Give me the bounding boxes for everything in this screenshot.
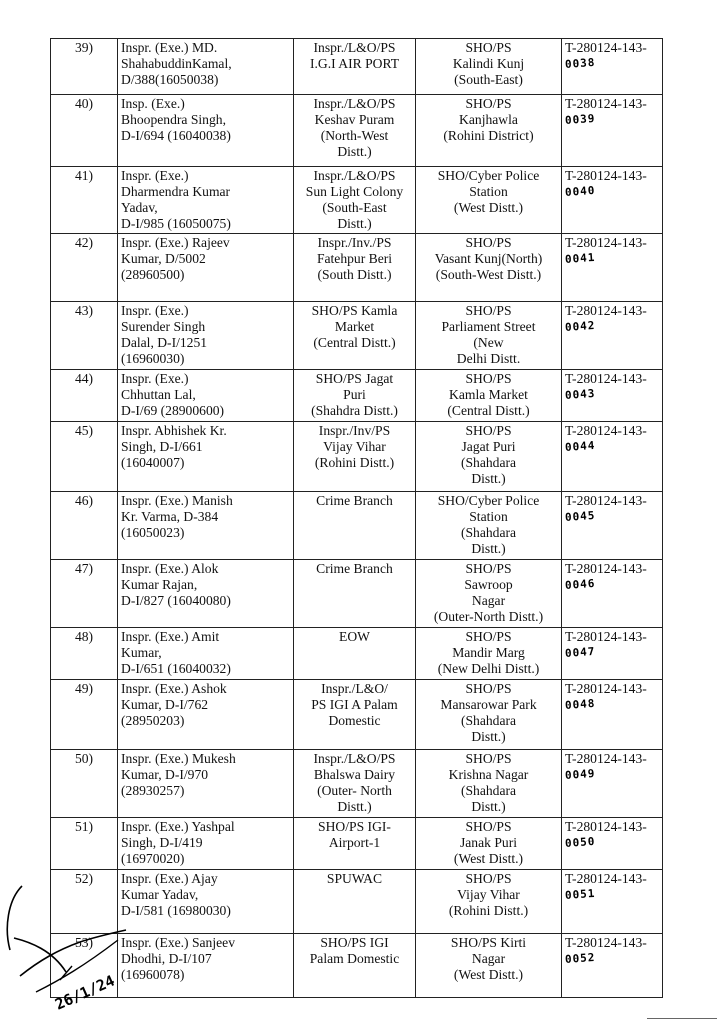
new-posting-line: SHO/PS <box>465 819 512 834</box>
new-posting-cell <box>416 870 562 934</box>
officer-name-cell <box>118 167 294 234</box>
order-number-handwritten: 0041 <box>564 250 596 266</box>
order-number-prefix: T-280124-143- <box>565 423 647 438</box>
present-posting-line: Domestic <box>328 713 381 728</box>
table-row <box>51 95 663 167</box>
order-number-prefix: T-280124-143- <box>565 629 647 644</box>
new-posting-line: (New <box>473 335 504 350</box>
officer-name-line: Inspr. (Exe.) <box>121 371 189 386</box>
order-number-prefix: T-280124-143- <box>565 168 647 183</box>
officer-name-line: Kumar, <box>121 645 162 660</box>
serial-number-cell <box>51 680 118 750</box>
new-posting-line: SHO/PS Kirti <box>450 935 527 950</box>
officer-name-line: D-I/694 (16040038) <box>121 128 231 143</box>
serial-number-cell <box>51 370 118 422</box>
present-posting-line: EOW <box>339 629 370 644</box>
new-posting-line: Distt.) <box>471 471 506 486</box>
officer-name-line: D-I/827 (16040080) <box>121 593 231 608</box>
new-posting-line: Vasant Kunj(North) <box>434 251 543 266</box>
order-number-handwritten: 0045 <box>564 508 596 524</box>
serial-number: 43) <box>74 303 94 318</box>
present-posting-line: Inspr./Inv./PS <box>317 235 392 250</box>
new-posting-line: Jagat Puri <box>461 439 516 454</box>
serial-number: 51) <box>74 819 94 834</box>
new-posting-line: Distt.) <box>471 541 506 556</box>
order-number-prefix: T-280124-143- <box>565 96 647 111</box>
order-number-cell <box>562 370 663 422</box>
present-posting-cell <box>294 234 416 302</box>
officer-name-line: (28950203) <box>121 713 185 728</box>
new-posting-line: (Rohini Distt.) <box>448 903 529 918</box>
present-posting-line: Crime Branch <box>316 493 393 508</box>
present-posting-cell <box>294 422 416 492</box>
new-posting-cell <box>416 818 562 870</box>
table-row <box>51 302 663 370</box>
order-number-cell <box>562 302 663 370</box>
present-posting-cell <box>294 492 416 560</box>
officer-name-cell <box>118 680 294 750</box>
officer-name-cell <box>118 234 294 302</box>
new-posting-line: SHO/Cyber Police <box>437 168 540 183</box>
officer-name-line: Kumar, D/5002 <box>121 251 206 266</box>
officer-name-line: (28930257) <box>121 783 185 798</box>
new-posting-line: Mansarowar Park <box>440 697 537 712</box>
present-posting-cell <box>294 934 416 998</box>
new-posting-line: SHO/PS <box>465 871 512 886</box>
order-number-prefix: T-280124-143- <box>565 871 647 886</box>
officer-name-line: Inspr. (Exe.) Rajeev <box>121 235 230 250</box>
new-posting-line: SHO/PS <box>465 96 512 111</box>
new-posting-line: SHO/PS <box>465 371 512 386</box>
order-number-prefix: T-280124-143- <box>565 40 647 55</box>
present-posting-cell <box>294 167 416 234</box>
serial-number-cell <box>51 39 118 95</box>
order-number-cell <box>562 95 663 167</box>
order-number-cell <box>562 492 663 560</box>
serial-number: 49) <box>74 681 94 696</box>
order-number-cell <box>562 560 663 628</box>
officer-name-line: Kr. Varma, D-384 <box>121 509 219 524</box>
officer-name-cell <box>118 934 294 998</box>
present-posting-line: (Rohini Distt.) <box>314 455 395 470</box>
present-posting-line: Keshav Puram <box>314 112 395 127</box>
new-posting-line: Nagar <box>471 951 506 966</box>
order-number-handwritten: 0047 <box>564 644 596 660</box>
present-posting-line: Puri <box>343 387 366 402</box>
order-number-handwritten: 0050 <box>564 834 596 850</box>
present-posting-line: Distt.) <box>337 799 372 814</box>
officer-name-line: Kumar, D-I/970 <box>121 767 209 782</box>
officer-name-line: Chhuttan Lal, <box>121 387 196 402</box>
order-number-handwritten: 0048 <box>564 696 596 712</box>
officer-name-line: Inspr. (Exe.) Alok <box>121 561 219 576</box>
table-row <box>51 370 663 422</box>
new-posting-line: Station <box>469 184 508 199</box>
present-posting-line: Palam Domestic <box>309 951 400 966</box>
present-posting-line: SPUWAC <box>326 871 383 886</box>
serial-number: 46) <box>74 493 94 508</box>
serial-number: 52) <box>74 871 94 886</box>
officer-name-line: (16960030) <box>121 351 185 366</box>
serial-number: 47) <box>74 561 94 576</box>
present-posting-line: Bhalswa Dairy <box>313 767 396 782</box>
officer-name-line: Inspr. (Exe.) <box>121 168 189 183</box>
order-number-cell <box>562 750 663 818</box>
officer-name-line: Inspr. Abhishek Kr. <box>121 423 227 438</box>
order-number-handwritten: 0039 <box>564 111 596 127</box>
present-posting-cell <box>294 750 416 818</box>
officer-name-line: Inspr. (Exe.) MD. <box>121 40 218 55</box>
serial-number-cell <box>51 167 118 234</box>
new-posting-line: Parliament Street <box>441 319 536 334</box>
order-number-cell <box>562 422 663 492</box>
present-posting-line: Crime Branch <box>316 561 393 576</box>
transfer-table-body <box>51 39 663 998</box>
present-posting-line: SHO/PS IGI <box>320 935 389 950</box>
present-posting-cell <box>294 39 416 95</box>
new-posting-line: (West Distt.) <box>453 967 524 982</box>
present-posting-line: (Outer- North <box>317 783 392 798</box>
officer-name-line: (16040007) <box>121 455 185 470</box>
serial-number: 39) <box>74 40 94 55</box>
officer-name-line: D-I/69 (28900600) <box>121 403 225 418</box>
new-posting-line: Station <box>469 509 508 524</box>
serial-number-cell <box>51 422 118 492</box>
order-number-prefix: T-280124-143- <box>565 493 647 508</box>
new-posting-cell <box>416 167 562 234</box>
serial-number-cell <box>51 95 118 167</box>
officer-name-line: Kumar Rajan, <box>121 577 198 592</box>
serial-number-cell <box>51 628 118 680</box>
present-posting-line: Sun Light Colony <box>305 184 404 199</box>
officer-name-line: D-I/651 (16040032) <box>121 661 231 676</box>
officer-name-line: Inspr. (Exe.) <box>121 303 189 318</box>
present-posting-line: Fatehpur Beri <box>316 251 393 266</box>
present-posting-line: Inspr./L&O/ <box>321 681 388 696</box>
new-posting-line: (South-East) <box>454 72 523 87</box>
officer-name-line: Insp. (Exe.) <box>121 96 185 111</box>
page-edge-line <box>647 1018 717 1019</box>
new-posting-line: (Shahdara <box>460 783 517 798</box>
new-posting-line: Distt.) <box>471 799 506 814</box>
officer-name-line: D-I/581 (16980030) <box>121 903 231 918</box>
order-number-cell <box>562 234 663 302</box>
officer-name-line: Singh, D-I/661 <box>121 439 203 454</box>
present-posting-cell <box>294 560 416 628</box>
new-posting-line: Mandir Marg <box>452 645 525 660</box>
officer-name-line: Yadav, <box>121 200 158 215</box>
order-number-handwritten: 0044 <box>564 438 596 454</box>
new-posting-cell <box>416 680 562 750</box>
serial-number: 41) <box>74 168 94 183</box>
order-number-handwritten: 0042 <box>564 318 596 334</box>
present-posting-line: Inspr./L&O/PS <box>313 751 396 766</box>
table-row <box>51 422 663 492</box>
new-posting-line: Krishna Nagar <box>448 767 529 782</box>
present-posting-line: (North-West <box>320 128 389 143</box>
serial-number: 45) <box>74 423 94 438</box>
serial-number: 42) <box>74 235 94 250</box>
officer-name-line: Inspr. (Exe.) Ajay <box>121 871 218 886</box>
officer-name-line: D-I/985 (16050075) <box>121 216 231 231</box>
present-posting-cell <box>294 818 416 870</box>
present-posting-cell <box>294 370 416 422</box>
present-posting-cell <box>294 95 416 167</box>
new-posting-line: SHO/PS <box>465 561 512 576</box>
officer-name-line: Inspr. (Exe.) Yashpal <box>121 819 235 834</box>
officer-name-line: Inspr. (Exe.) Mukesh <box>121 751 236 766</box>
officer-name-line: Dharmendra Kumar <box>121 184 231 199</box>
table-row <box>51 39 663 95</box>
new-posting-line: Sawroop <box>464 577 513 592</box>
present-posting-cell <box>294 680 416 750</box>
table-row <box>51 934 663 998</box>
serial-number: 44) <box>74 371 94 386</box>
order-number-handwritten: 0038 <box>564 55 596 71</box>
order-number-handwritten: 0051 <box>564 886 596 902</box>
officer-name-line: Inspr. (Exe.) Sanjeev <box>121 935 235 950</box>
new-posting-line: Delhi Distt. <box>456 351 521 366</box>
officer-name-cell <box>118 39 294 95</box>
officer-name-cell <box>118 818 294 870</box>
serial-number: 40) <box>74 96 94 111</box>
present-posting-line: Inspr./L&O/PS <box>313 96 396 111</box>
order-number-prefix: T-280124-143- <box>565 819 647 834</box>
new-posting-cell <box>416 934 562 998</box>
new-posting-cell <box>416 95 562 167</box>
order-number-cell <box>562 39 663 95</box>
new-posting-cell <box>416 39 562 95</box>
signature-date: 26/1/24 <box>52 971 118 1014</box>
present-posting-line: Airport-1 <box>328 835 381 850</box>
new-posting-line: Kanjhawla <box>459 112 518 127</box>
table-row <box>51 750 663 818</box>
officer-name-cell <box>118 422 294 492</box>
present-posting-line: Inspr./L&O/PS <box>313 40 396 55</box>
new-posting-cell <box>416 628 562 680</box>
new-posting-line: (West Distt.) <box>453 851 524 866</box>
new-posting-line: Janak Puri <box>459 835 517 850</box>
new-posting-cell <box>416 370 562 422</box>
serial-number: 53) <box>74 935 94 950</box>
present-posting-line: (Central Distt.) <box>313 335 396 350</box>
serial-number-cell <box>51 234 118 302</box>
present-posting-cell <box>294 628 416 680</box>
officer-name-cell <box>118 750 294 818</box>
transfer-table <box>50 38 663 998</box>
present-posting-line: SHO/PS Kamla <box>311 303 398 318</box>
serial-number-cell <box>51 492 118 560</box>
new-posting-cell <box>416 302 562 370</box>
new-posting-line: (West Distt.) <box>453 200 524 215</box>
order-number-cell <box>562 628 663 680</box>
present-posting-line: Inspr./L&O/PS <box>313 168 396 183</box>
officer-name-line: Singh, D-I/419 <box>121 835 203 850</box>
new-posting-line: Nagar <box>471 593 506 608</box>
order-number-handwritten: 0043 <box>564 386 596 402</box>
officer-name-line: D/388(16050038) <box>121 72 219 87</box>
serial-number: 50) <box>74 751 94 766</box>
new-posting-line: (Shahdara <box>460 713 517 728</box>
new-posting-line: SHO/PS <box>465 681 512 696</box>
present-posting-line: Distt.) <box>337 144 372 159</box>
table-row <box>51 234 663 302</box>
present-posting-line: (South-East <box>322 200 387 215</box>
present-posting-line: Market <box>334 319 375 334</box>
table-row <box>51 492 663 560</box>
new-posting-cell <box>416 234 562 302</box>
order-number-prefix: T-280124-143- <box>565 751 647 766</box>
present-posting-line: (South Distt.) <box>317 267 392 282</box>
serial-number-cell <box>51 302 118 370</box>
present-posting-line: SHO/PS Jagat <box>315 371 394 386</box>
present-posting-line: Inspr./Inv/PS <box>318 423 391 438</box>
new-posting-line: Kamla Market <box>449 387 528 402</box>
present-posting-line: (Shahdra Distt.) <box>311 403 398 418</box>
new-posting-line: SHO/PS <box>465 40 512 55</box>
officer-name-line: Surender Singh <box>121 319 206 334</box>
present-posting-line: PS IGI A Palam <box>311 697 398 712</box>
signature-mark <box>0 880 140 1020</box>
serial-number: 48) <box>74 629 94 644</box>
present-posting-line: I.G.I AIR PORT <box>309 56 400 71</box>
officer-name-cell <box>118 302 294 370</box>
officer-name-cell <box>118 560 294 628</box>
officer-name-line: Kumar Yadav, <box>121 887 199 902</box>
new-posting-line: (Rohini District) <box>443 128 534 143</box>
order-number-handwritten: 0040 <box>564 183 596 199</box>
order-number-handwritten: 0052 <box>564 950 596 966</box>
present-posting-line: Vijay Vihar <box>323 439 386 454</box>
present-posting-cell <box>294 302 416 370</box>
table-row <box>51 680 663 750</box>
officer-name-line: Bhoopendra Singh, <box>121 112 226 127</box>
officer-name-cell <box>118 95 294 167</box>
officer-name-line: ShahabuddinKamal, <box>121 56 232 71</box>
order-number-prefix: T-280124-143- <box>565 935 647 950</box>
present-posting-line: Distt.) <box>337 216 372 231</box>
officer-name-line: Inspr. (Exe.) Amit <box>121 629 220 644</box>
serial-number-cell <box>51 818 118 870</box>
new-posting-line: (Shahdara <box>460 455 517 470</box>
order-number-prefix: T-280124-143- <box>565 371 647 386</box>
new-posting-line: SHO/PS <box>465 303 512 318</box>
officer-name-line: (16960078) <box>121 967 185 982</box>
present-posting-line: SHO/PS IGI- <box>318 819 391 834</box>
order-number-prefix: T-280124-143- <box>565 235 647 250</box>
officer-name-cell <box>118 870 294 934</box>
table-row <box>51 167 663 234</box>
order-number-cell <box>562 680 663 750</box>
order-number-cell <box>562 818 663 870</box>
new-posting-cell <box>416 560 562 628</box>
officer-name-cell <box>118 370 294 422</box>
officer-name-line: (16970020) <box>121 851 185 866</box>
table-row <box>51 818 663 870</box>
serial-number-cell <box>51 560 118 628</box>
document-page <box>50 38 662 998</box>
new-posting-line: (Central Distt.) <box>447 403 530 418</box>
new-posting-line: Kalindi Kunj <box>452 56 525 71</box>
order-number-prefix: T-280124-143- <box>565 681 647 696</box>
table-row <box>51 560 663 628</box>
order-number-handwritten: 0046 <box>564 576 596 592</box>
present-posting-cell <box>294 870 416 934</box>
table-row <box>51 628 663 680</box>
new-posting-line: Distt.) <box>471 729 506 744</box>
order-number-handwritten: 0049 <box>564 766 596 782</box>
officer-name-line: Kumar, D-I/762 <box>121 697 209 712</box>
new-posting-line: SHO/PS <box>465 751 512 766</box>
officer-name-line: (16050023) <box>121 525 185 540</box>
new-posting-cell <box>416 750 562 818</box>
table-row <box>51 870 663 934</box>
officer-name-cell <box>118 492 294 560</box>
new-posting-line: SHO/PS <box>465 423 512 438</box>
new-posting-line: Vijay Vihar <box>457 887 520 902</box>
officer-name-line: Dalal, D-I/1251 <box>121 335 208 350</box>
order-number-prefix: T-280124-143- <box>565 561 647 576</box>
officer-name-line: Dhodhi, D-I/107 <box>121 951 212 966</box>
order-number-cell <box>562 870 663 934</box>
new-posting-line: SHO/Cyber Police <box>437 493 540 508</box>
new-posting-line: SHO/PS <box>465 629 512 644</box>
serial-number-cell <box>51 750 118 818</box>
order-number-cell <box>562 167 663 234</box>
new-posting-line: (New Delhi Distt.) <box>437 661 540 676</box>
new-posting-line: (Outer-North Distt.) <box>433 609 544 624</box>
new-posting-line: SHO/PS <box>465 235 512 250</box>
new-posting-cell <box>416 492 562 560</box>
officer-name-line: Inspr. (Exe.) Ashok <box>121 681 227 696</box>
officer-name-line: (28960500) <box>121 267 185 282</box>
officer-name-line: Inspr. (Exe.) Manish <box>121 493 233 508</box>
new-posting-cell <box>416 422 562 492</box>
order-number-cell <box>562 934 663 998</box>
order-number-prefix: T-280124-143- <box>565 303 647 318</box>
new-posting-line: (South-West Distt.) <box>435 267 542 282</box>
new-posting-line: (Shahdara <box>460 525 517 540</box>
officer-name-cell <box>118 628 294 680</box>
